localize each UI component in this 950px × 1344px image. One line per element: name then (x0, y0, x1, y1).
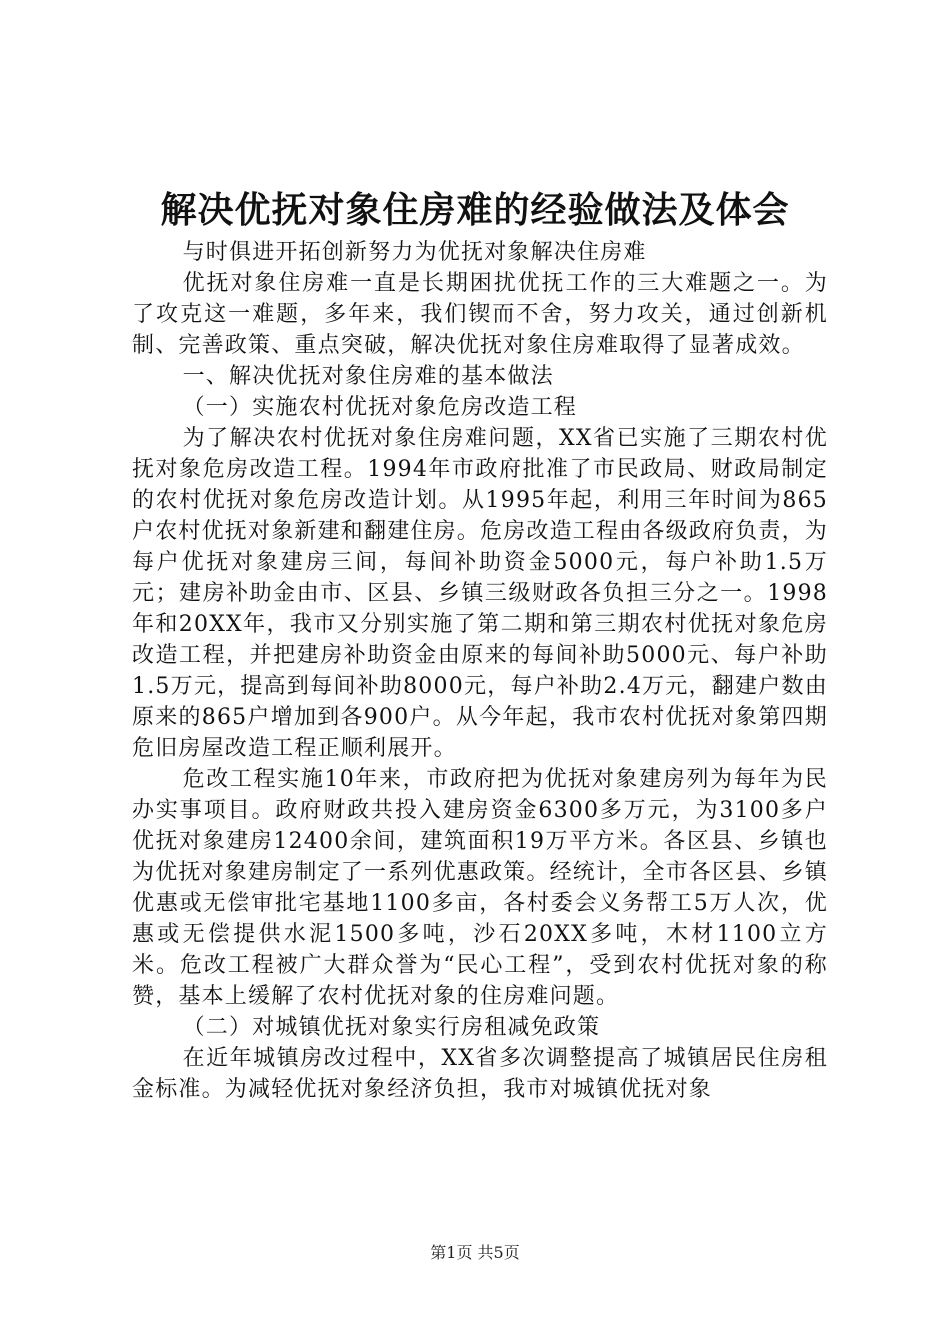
body-paragraph: 在近年城镇房改过程中，XX省多次调整提高了城镇居民住房租金标准。为减轻优抚对象经济负担，我市对城镇优抚对象 (132, 1046, 828, 1102)
document-body (132, 237, 828, 1105)
subtitle-paragraph: 与时俱进开拓创新努力为优抚对象解决住房难 (182, 240, 647, 265)
page-footer: 第1页 共5页 (430, 1243, 520, 1262)
document-title: 解决优抚对象住房难的经验做法及体会 (160, 189, 790, 231)
subsection-heading: （一）实施农村优抚对象危房改造工程 (182, 395, 577, 420)
body-paragraph: 优抚对象住房难一直是长期困扰优抚工作的三大难题之一。为了攻克这一难题，多年来，我们锲而不舍，努力攻关，通过创新机制、完善政策、重点突破，解决优抚对象住房难取得了显著成效。 (132, 271, 828, 358)
body-paragraph: 为了解决农村优抚对象住房难问题，XX省已实施了三期农村优抚对象危房改造工程。1994年市政府批准了市民政局、财政局制定的农村优抚对象危房改造计划。从1995年起，利用三年时间为865户农村优抚对象新建和翻建住房。危房改造工程由各级政府负责，为每户优抚对象建房三间，每间补助资金5000元，每户补助1.5万元；建房补助金由市、区县、乡镇三级财政各负担三分之一。1998年和20XX年，我市又分别实施了第二期和第三期农村优抚对象危房改造工程，并把建房补助资金由原来的每间补助5000元、每户补助1.5万元，提高到每间补助8000元，每户补助2.4万元，翻建户数由原来的865户增加到各900户。从今年起，我市农村优抚对象第四期危旧房屋改造工程正顺利展开。 (132, 426, 829, 761)
subsection-heading: （二）对城镇优抚对象实行房租减免政策 (182, 1015, 601, 1040)
section-heading: 一、解决优抚对象住房难的基本做法 (182, 364, 554, 389)
body-paragraph: 危改工程实施10年来，市政府把为优抚对象建房列为每年为民办实事项目。政府财政共投入建房资金6300多万元，为3100多户优抚对象建房12400余间，建筑面积19万平方米。各区县、乡镇也为优抚对象建房制定了一系列优惠政策。经统计，全市各区县、乡镇优惠或无偿审批宅基地1100多亩，各村委会义务帮工5万人次，优惠或无偿提供水泥1500多吨，沙石20XX多吨，木材1100立方米。危改工程被广大群众誉为“民心工程”，受到农村优抚对象的称赞，基本上缓解了农村优抚对象的住房难问题。 (132, 767, 829, 1009)
